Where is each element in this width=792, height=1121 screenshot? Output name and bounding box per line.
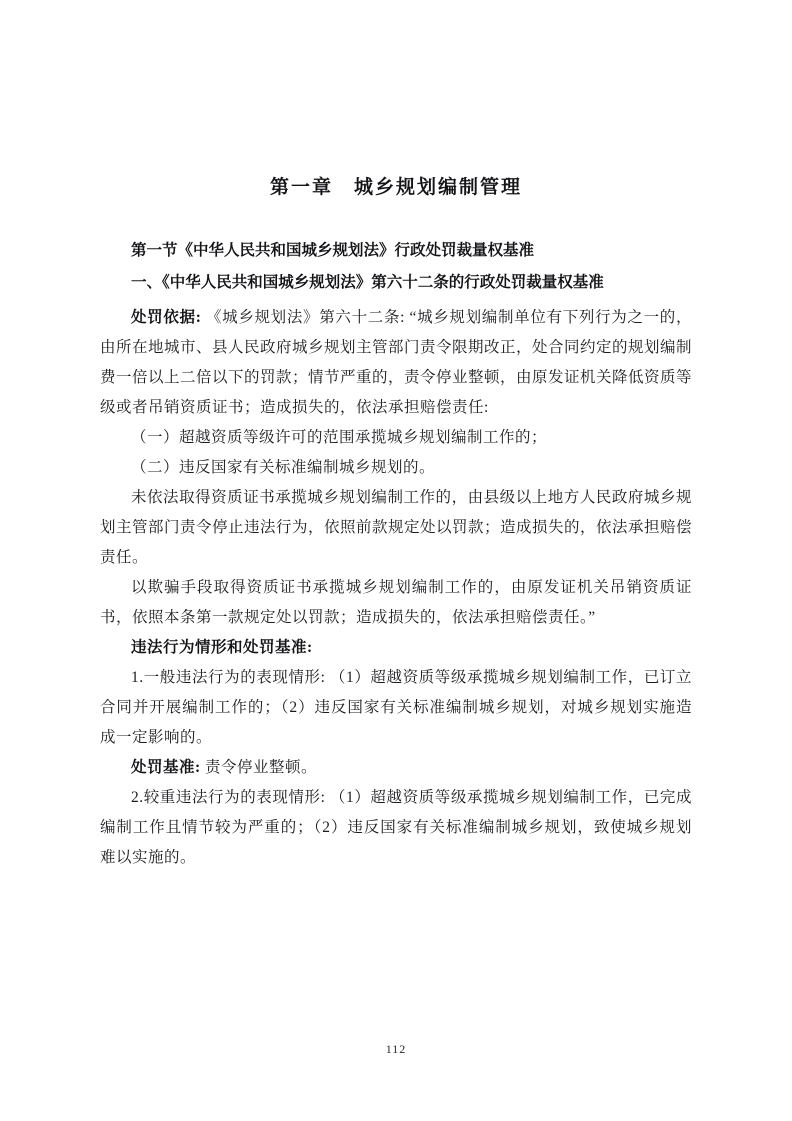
section-heading: 第一节《中华人民共和国城乡规划法》行政处罚裁量权基准	[131, 242, 535, 259]
page-number: 112	[385, 1042, 407, 1056]
paragraph	[100, 453, 692, 483]
paragraph	[100, 483, 692, 573]
paragraph	[100, 573, 692, 633]
chapter-title: 第一章 城乡规划编制管理	[269, 177, 522, 198]
paragraph-text: 责令停业整顿。	[205, 759, 318, 776]
paragraph	[100, 783, 692, 873]
paragraph-label: 处罚基准:	[131, 759, 206, 776]
paragraph-text: 1.一般违法行为的表现情形: （1）超越资质等级承揽城乡规划编制工作，已订立合同并开展编制工作的；（2）违反国家有关标准编制城乡规划，对城乡规划实施造成一定影响的。	[100, 669, 692, 746]
paragraph-text: 未依法取得资质证书承揽城乡规划编制工作的，由县级以上地方人民政府城乡规划主管部门责令停止违法行为，依照前款规定处以罚款；造成损失的，依法承担赔偿责任。	[100, 489, 693, 566]
paragraph-text: （二）违反国家有关标准编制城乡规划的。	[131, 459, 436, 476]
document-body	[100, 303, 692, 873]
paragraph	[100, 663, 692, 753]
paragraph	[100, 303, 692, 423]
paragraph-text: 2.较重违法行为的表现情形: （1）超越资质等级承揽城乡规划编制工作，已完成编制工作且情节较为严重的；（2）违反国家有关标准编制城乡规划，致使城乡规划难以实施的。	[100, 789, 692, 866]
paragraph-text: 《城乡规划法》第六十二条: “城乡规划编制单位有下列行为之一的，由所在地城市、县人民政府城乡规划主管部门责令限期改正，处合同约定的规划编制费一倍以上二倍以下的罚款；情节严重的，责令停业整顿，由原发证机关降低资质等级或者吊销资质证书；造成损失的，依法承担赔偿责任:	[100, 309, 693, 416]
paragraph	[100, 753, 692, 783]
document-content	[100, 172, 692, 873]
paragraph-label: 处罚依据:	[131, 309, 206, 326]
paragraph-text: （一）超越资质等级许可的范围承揽城乡规划编制工作的；	[131, 429, 548, 446]
subsection-heading: 一、《中华人民共和国城乡规划法》第六十二条的行政处罚裁量权基准	[131, 274, 604, 291]
paragraph-label: 违法行为情形和处罚基准:	[131, 639, 313, 656]
paragraph	[100, 633, 692, 663]
paragraph-text: 以欺骗手段取得资质证书承揽城乡规划编制工作的，由原发证机关吊销资质证书，依照本条第一款规定处以罚款；造成损失的，依法承担赔偿责任。”	[100, 579, 692, 626]
paragraph	[100, 423, 692, 453]
